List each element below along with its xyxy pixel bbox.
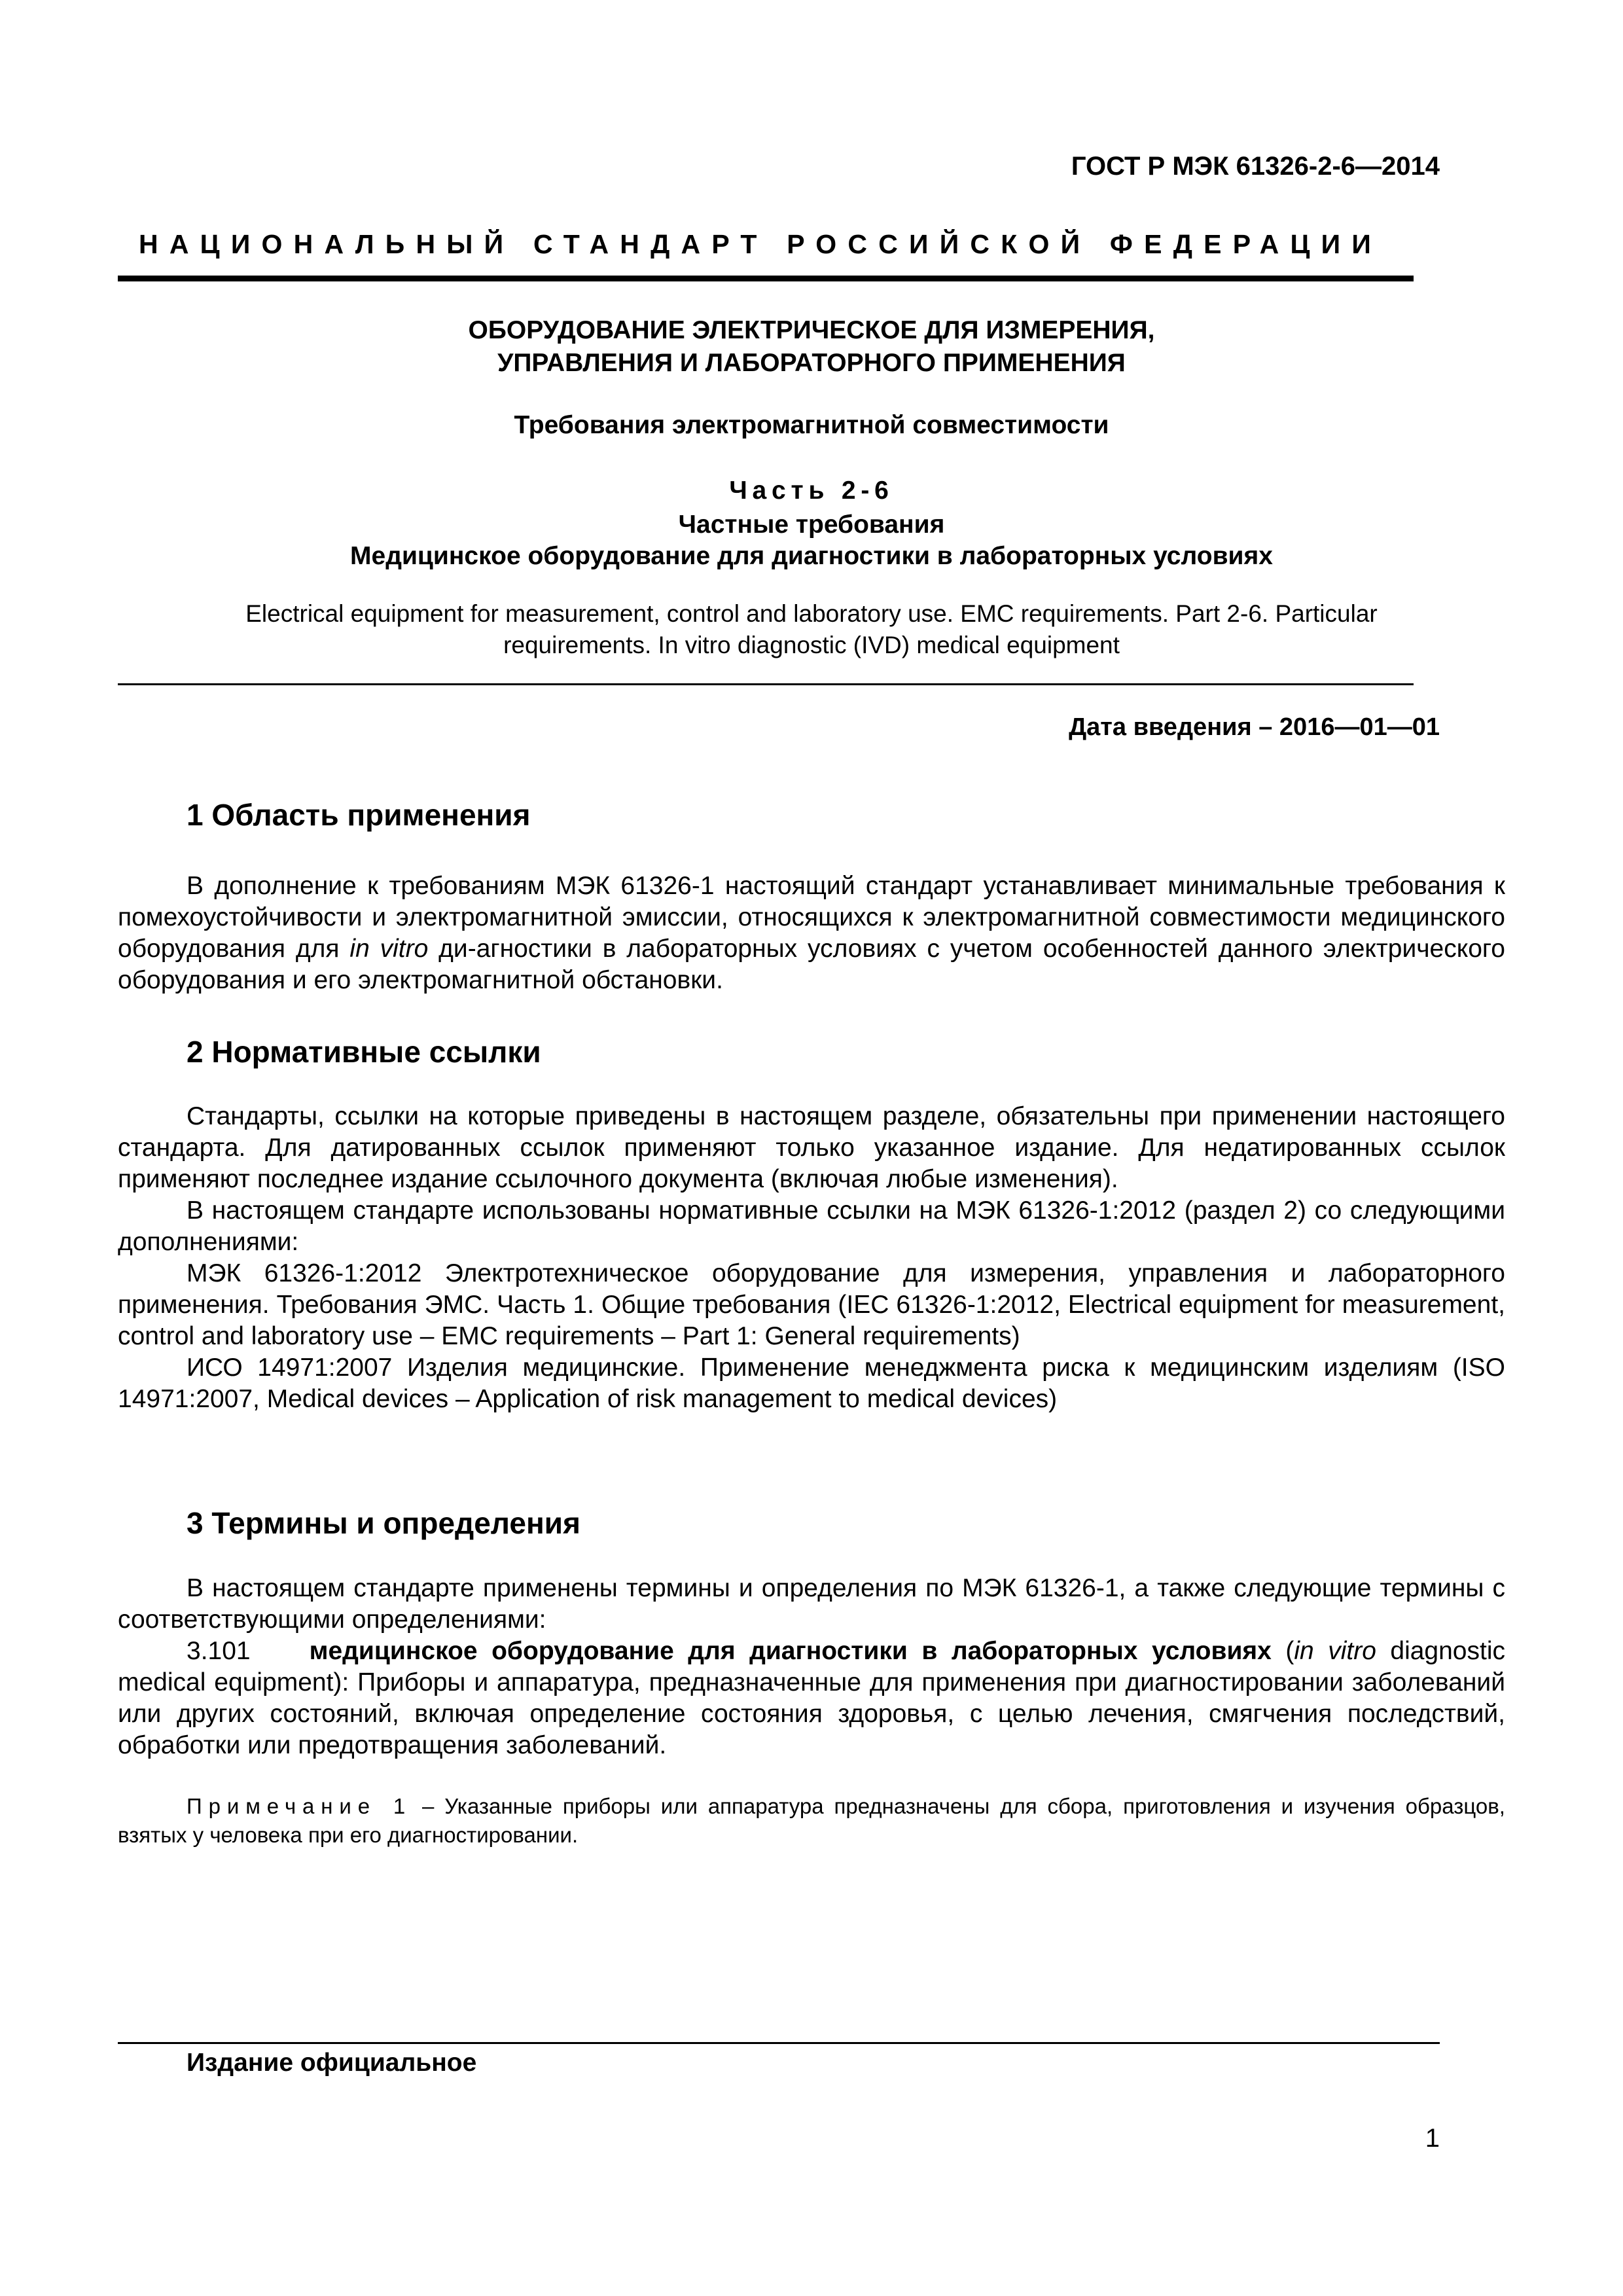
section-1-heading: 1 Область применения [187,798,531,832]
footer-rule [118,2042,1440,2044]
note-1-text: Примечание 1 – Указанные приборы или аппаратура предназначены для сбора, приготовления и изучения образцов, взятых у человека при его диагностировании. [118,1794,1505,1847]
section-2-heading: 2 Нормативные ссылки [187,1035,541,1069]
section-2-reference-iso: ИСО 14971:2007 Изделия медицинские. Применение менеджмента риска к медицинским изделиям (ISO 14971:2007, Medical devices – Application of risk management to medical devices) [118,1354,1505,1413]
term-3-101: 3.101 медицинское оборудование для диагностики в лабораторных условиях (in vitro diagnostic medical equipment): Приборы и аппаратура, предназначенные для применения при диагностировании заболеваний или других состояний, включая определение состояния здоровья, с целью лечения, смягчения последствий, обработки или предотвращения заболеваний. [118,1637,1506,1759]
part-title [118,509,1505,572]
section-3-paragraph-1: В настоящем стандарте применены термины и определения по МЭК 61326-1, а также следующие термины с соответствующими определениями: [118,1574,1505,1634]
document-title [118,314,1505,380]
header-rule [118,276,1414,281]
official-edition-label: Издание официальное [187,2049,477,2077]
section-3-heading: 3 Термины и определения [187,1506,580,1540]
title-line-2: УПРАВЛЕНИЯ И ЛАБОРАТОРНОГО ПРИМЕНЕНИЯ [497,349,1126,377]
page-number: 1 [1425,2124,1440,2153]
gost-number: ГОСТ Р МЭК 61326-2-6—2014 [1071,152,1440,181]
section-2-paragraph-2: В настоящем стандарте использованы нормативные ссылки на МЭК 61326-1:2012 (раздел 2) со следующими дополнениями: [118,1196,1505,1256]
section-2-paragraph-1: Стандарты, ссылки на которые приведены в настоящем разделе, обязательны при применении настоящего стандарта. Для датированных ссылок применяют только указанное издание. Для недатированных ссылок применяют последнее издание ссылочного документа (включая любые изменения). [118,1102,1505,1193]
section-2-body [118,1101,1505,1415]
english-title-line-2: requirements. In vitro diagnostic (IVD) medical equipment [503,632,1120,658]
section-2-reference-iec: МЭК 61326-1:2012 Электротехническое оборудование для измерения, управления и лабораторного применения. Требования ЭМС. Часть 1. Общие требования (IEC 61326-1:2012, Electrical equipment for measurement, control and laboratory use – EMC requirements – Part 1: General requirements) [118,1259,1505,1350]
part-label: Часть 2-6 [729,476,894,505]
title-line-1: ОБОРУДОВАНИЕ ЭЛЕКТРИЧЕСКОЕ ДЛЯ ИЗМЕРЕНИЯ, [468,316,1155,344]
section-1-body [118,870,1505,996]
note-1 [118,1792,1505,1850]
part-title-line-2: Медицинское оборудование для диагностики в лабораторных условиях [350,542,1273,570]
intro-date: Дата введения – 2016—01—01 [1069,713,1440,741]
part-title-line-1: Частные требования [678,511,945,539]
english-title-line-1: Electrical equipment for measurement, control and laboratory use. EMC requirements. Part 2-6. Particular [245,600,1378,627]
document-subtitle: Требования электромагнитной совместимости [514,411,1109,439]
section-3-body [118,1573,1505,1761]
english-title [118,598,1505,661]
title-rule [118,683,1414,685]
section-1-paragraph: В дополнение к требованиям МЭК 61326-1 настоящий стандарт устанавливает минимальные требования к помехоустойчивости и электромагнитной эмиссии, относящихся к электромагнитной совместимости медицинского оборудования для in vitro ди-агностики в лабораторных условиях с учетом особенностей данного электрического оборудования и его электромагнитной обстановки. [118,872,1505,994]
national-standard-banner: НАЦИОНАЛЬНЫЙ СТАНДАРТ РОССИЙСКОЙ ФЕДЕРАЦИИ [139,229,1383,259]
